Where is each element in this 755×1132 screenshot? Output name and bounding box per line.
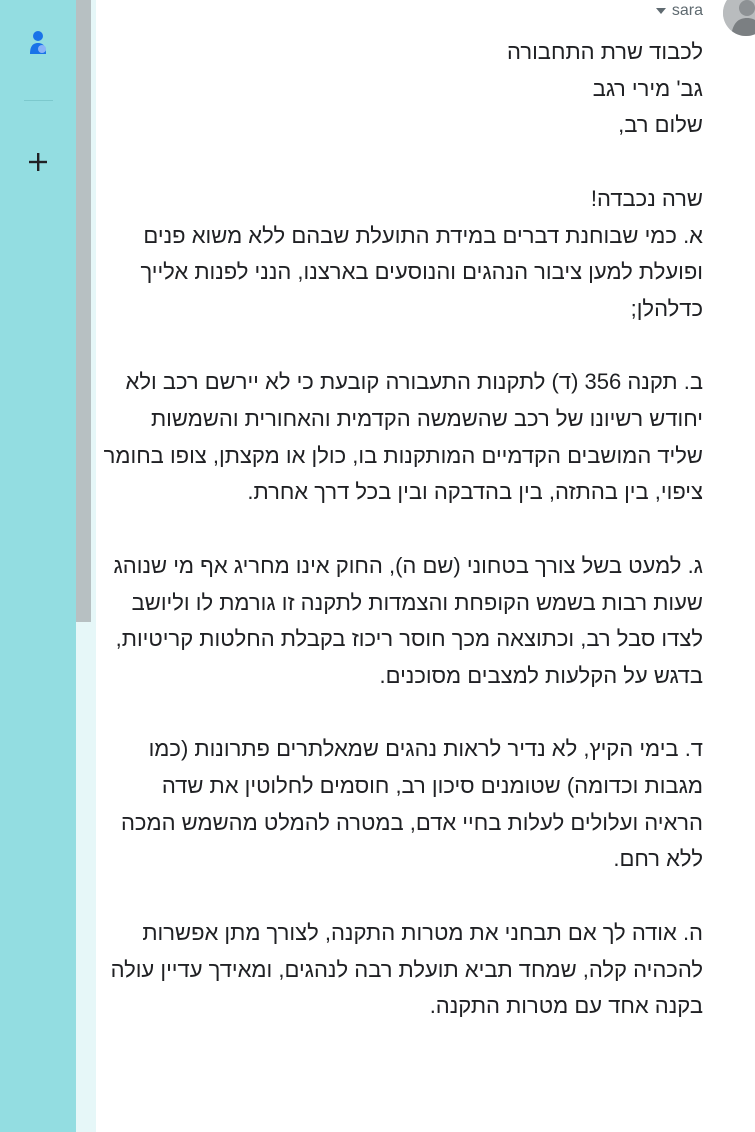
salutation-line-2: גב' מירי רגב — [592, 75, 703, 101]
scrollbar-thumb[interactable] — [76, 0, 91, 622]
paragraph-d: ד. בימי הקיץ, לא נדיר לראות נהגים שמאלתרים פתרונות (כמו מגבות וכדומה) שטומנים סיכון רב, חוסמים לחלוטין את שדה הראיה ועלולים לעלות בחיי אדם, במטרה להמלט מהשמש המכה ללא רחם. — [120, 736, 703, 872]
paragraph-gap — [103, 328, 703, 365]
avatar-photo-icon — [723, 0, 755, 36]
paragraph-a: א. כמי שבוחנת דברים במידת התועלת שבהם ללא משוא פנים ופועלת למען ציבור הנהגים והנוסעים בארצנו, הנני לפנות אלייך כדלהלן; — [140, 222, 703, 321]
plus-icon — [27, 151, 49, 173]
paragraph-b: ב. תקנה 356 (ד) לתקנות התעבורה קובעת כי לא יירשם רכב ולא יחודש רשיונו של רכב שהשמשה הקדמית והאחורית והשמשות שליד המושבים הקדמיים המותקנות בו, כולן או מקצתן, צופו בחומר ציפוי, בין בהתזה, בין בהדבקה ובין בכל דרך אחרת. — [103, 369, 703, 505]
paragraph-gap — [103, 511, 703, 548]
greeting: שרה נכבדה! — [590, 185, 703, 211]
paragraph-gap — [103, 695, 703, 732]
salutation-line-1: לכבוד שרת התחבורה — [507, 39, 703, 64]
sidebar-divider — [24, 100, 53, 101]
paragraph-c: ג. למעט בשל צורך בטחוני (שם ה), החוק אינו מחריג אף מי שנוהג שעות רבות בשמש הקופחת והצמדות לתקנה זו גורמת לו וליושב לצדו סבל רב, וכתוצאה מכך חוסר ריכוז בקבלת החלטות קריטיות, בדגש על הקלעות למצבים מסוכנים. — [113, 552, 703, 688]
avatar[interactable] — [723, 0, 755, 36]
person-icon — [28, 29, 48, 55]
account-button[interactable] — [18, 22, 58, 62]
compose-area — [96, 0, 755, 1132]
paragraph-gap — [103, 878, 703, 915]
paragraph-e: ה. אודה לך אם תבחני את מטרות התקנה, לצורך מתן אפשרות להכהיה קלה, שמחד תביא תועלת רבה לנהגים, ומאידך עדיין עולה בקנה אחד עם מטרות התקנה. — [110, 919, 703, 1019]
paragraph-gap — [103, 144, 703, 181]
add-button[interactable] — [18, 142, 58, 182]
sidebar-rail — [0, 0, 76, 1132]
user-menu[interactable] — [656, 2, 703, 20]
caret-down-icon — [656, 8, 666, 14]
letter-body[interactable] — [103, 34, 703, 1025]
salutation-line-3: שלום רב, — [618, 112, 703, 138]
username: sara — [671, 2, 703, 19]
